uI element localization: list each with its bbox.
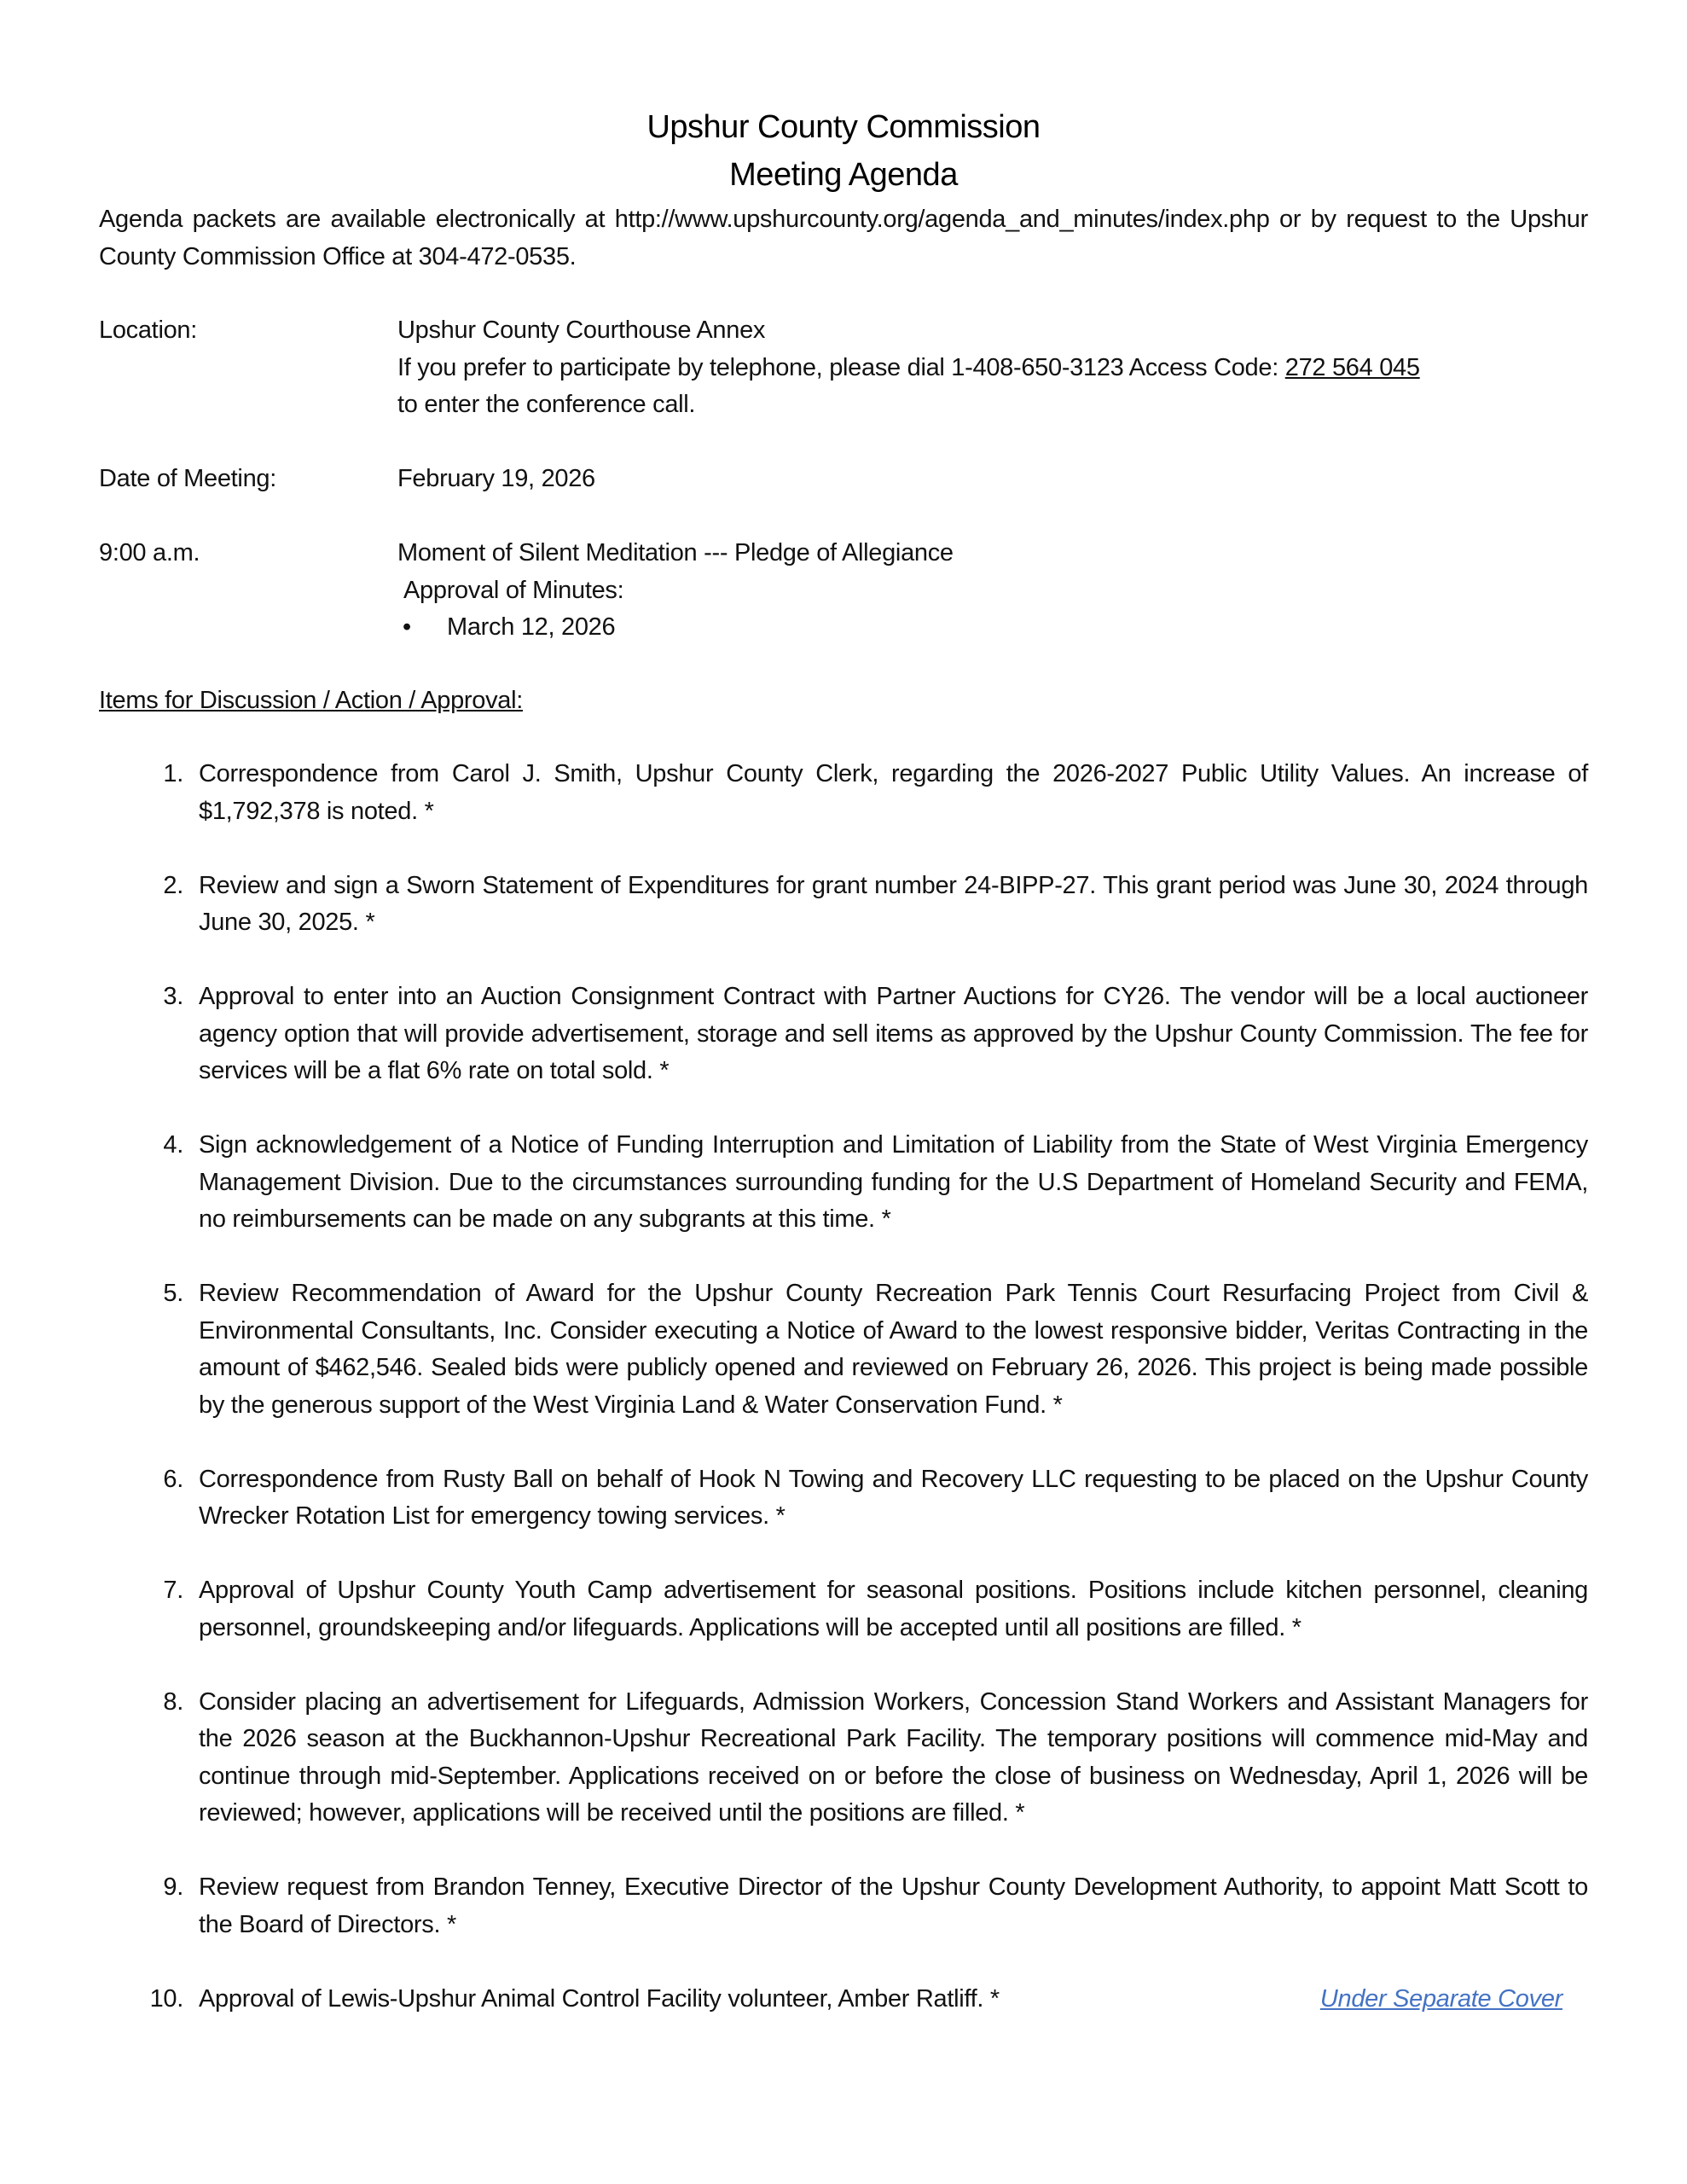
intro-paragraph: Agenda packets are available electronically at http://www.upshurcounty.org/agenda_and_minutes/index.php or by request to the Upshur County Commission Office at 304-472-0535. — [99, 206, 1588, 270]
item-text: Approval to enter into an Auction Consignment Contract with Partner Auctions for CY26. The vendor will be a local auctioneer agency option that will provide advertisement, storage and sell items as approved by the Upshur County Commission. The fee for services will be a flat 6% rate on total sold. * — [199, 983, 1588, 1084]
agenda-item — [99, 1572, 1588, 1647]
document-subtitle: Meeting Agenda — [729, 157, 958, 193]
agenda-item — [99, 1275, 1588, 1424]
access-code: 272 564 045 — [1284, 353, 1420, 381]
minutes-date: March 12, 2026 — [447, 613, 616, 641]
item-text: Sign acknowledgement of a Notice of Funding Interruption and Limitation of Liability from the State of West Virginia Emergency Management Division. Due to the circumstances surrounding funding for the U.S Department of Homeland Security and FEMA, no reimbursements can be made on any subgrants at this time. * — [199, 1131, 1588, 1233]
phone-instructions — [397, 350, 1588, 387]
under-separate-cover-link[interactable]: Under Separate Cover — [1319, 1984, 1562, 2013]
item-text: Review request from Brandon Tenney, Executive Director of the Upshur County Development Authority, to appoint Matt Scott to the Board of Directors. * — [199, 1873, 1588, 1938]
item-text: Correspondence from Carol J. Smith, Upshur County Clerk, regarding the 2026-2027 Public Utility Values. An increase of $1,792,378 is noted. * — [199, 760, 1588, 825]
agenda-item — [99, 756, 1588, 830]
approval-of-minutes-label: Approval of Minutes: — [403, 576, 624, 604]
item-number: 5. — [163, 1280, 183, 1307]
location-place: Upshur County Courthouse Annex — [397, 317, 766, 344]
document-title: Upshur County Commission — [646, 109, 1041, 145]
minutes-list-item — [397, 609, 1588, 647]
items-heading: Items for Discussion / Action / Approval: — [99, 687, 524, 714]
agenda-item — [99, 1461, 1588, 1536]
item-text: Review Recommendation of Award for the Upshur County Recreation Park Tennis Court Resurfacing Project from Civil & Environmental Consultants, Inc. Consider executing a Notice of Award to the lowest responsive bidder, Veritas Contracting in the amount of $462,546. Sealed bids were publicly opened and reviewed on February 26, 2026. This project is being made possible by the generous support of the West Virginia Land & Water Conservation Fund. * — [199, 1280, 1588, 1419]
agenda-item — [99, 868, 1588, 942]
location-value — [397, 312, 1588, 424]
item-text: Consider placing an advertisement for Lifeguards, Admission Workers, Concession Stand Workers and Assistant Managers for the 2026 season at the Buckhannon-Upshur Recreational Park Facility. The temporary positions will commence mid-May and continue through mid-September. Applications received on or before the close of business on Wednesday, April 1, 2026 will be reviewed; however, applications will be received until the positions are filled. * — [199, 1687, 1588, 1827]
phone-instructions-end: to enter the conference call. — [397, 391, 696, 418]
item-number: 6. — [163, 1465, 183, 1493]
item-number: 7. — [163, 1577, 183, 1604]
agenda-item — [99, 1981, 1588, 2018]
item-number: 2. — [163, 871, 183, 899]
agenda-item — [99, 979, 1588, 1090]
item-text: Approval of Upshur County Youth Camp advertisement for seasonal positions. Positions include kitchen personnel, cleaning personnel, groundskeeping and/or lifeguards. Applications will be accepted until all positions are filled. * — [199, 1577, 1588, 1641]
opening-time: 9:00 a.m. — [99, 539, 200, 566]
item-number: 10. — [149, 1984, 183, 2013]
item-number: 1. — [163, 760, 183, 787]
bullet-icon: • — [403, 613, 411, 641]
item-number: 9. — [163, 1873, 183, 1901]
opening-ceremony: Moment of Silent Meditation --- Pledge of Allegiance — [397, 539, 954, 566]
location-label: Location: — [99, 317, 197, 344]
item-text: Approval of Lewis-Upshur Animal Control Facility volunteer, Amber Ratliff. * — [199, 1984, 1000, 2013]
item-number: 4. — [163, 1131, 183, 1159]
item-text: Review and sign a Sworn Statement of Expenditures for grant number 24-BIPP-27. This grant period was June 30, 2024 through June 30, 2025. * — [199, 871, 1588, 936]
opening-details — [397, 535, 1588, 647]
item-number: 8. — [163, 1687, 183, 1716]
item-text: Correspondence from Rusty Ball on behalf of Hook N Towing and Recovery LLC requesting to be placed on the Upshur County Wrecker Rotation List for emergency towing services. * — [199, 1465, 1588, 1530]
item-number: 3. — [163, 983, 183, 1010]
agenda-item — [99, 1869, 1588, 1943]
agenda-item — [99, 1127, 1588, 1239]
phone-text: If you prefer to participate by telephone, please dial 1-408-650-3123 Access Code: — [397, 353, 1285, 381]
agenda-items-list — [99, 756, 1588, 2055]
date-value: February 19, 2026 — [397, 465, 595, 492]
date-label: Date of Meeting: — [99, 465, 276, 492]
agenda-item — [99, 1684, 1588, 1833]
